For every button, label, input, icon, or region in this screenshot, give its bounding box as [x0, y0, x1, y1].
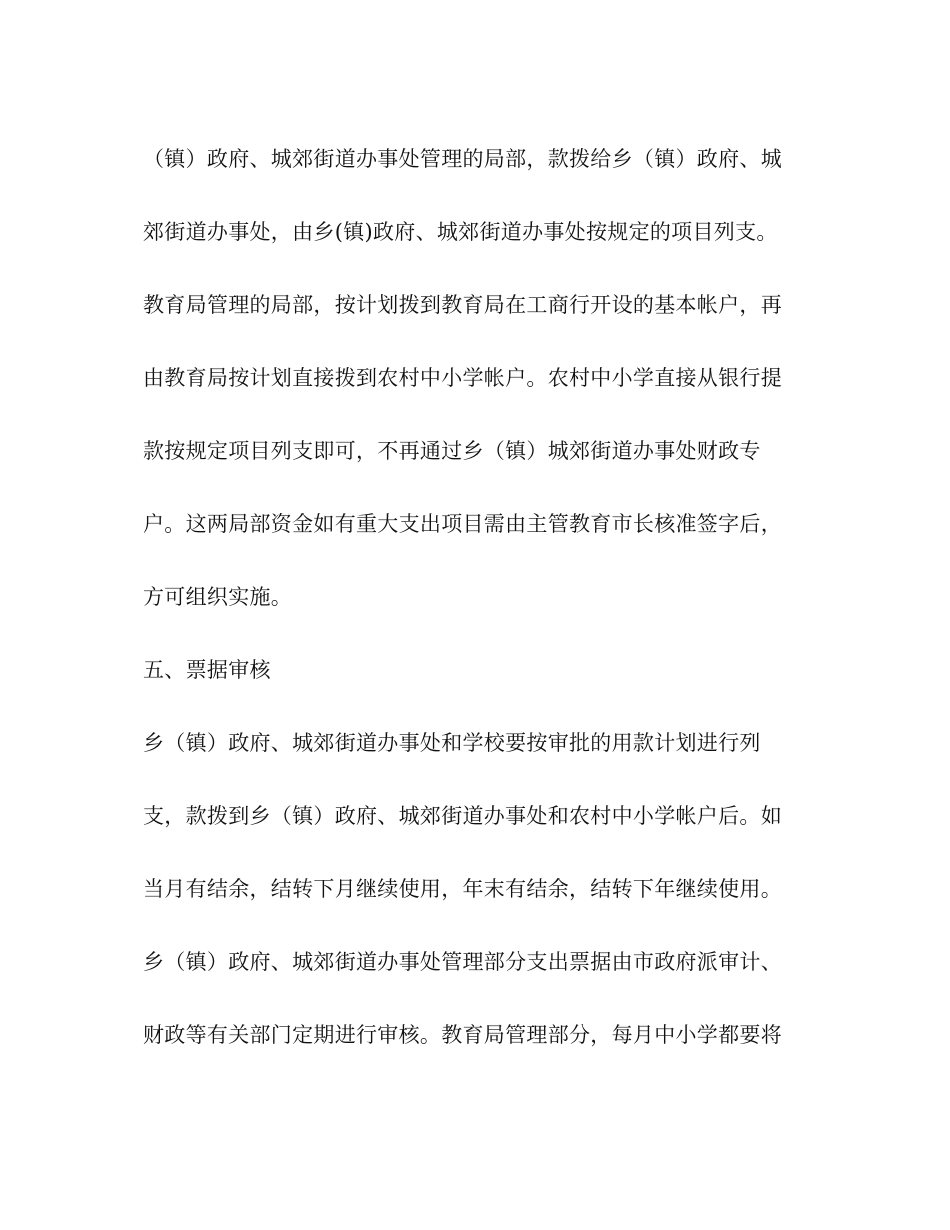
paragraph-line: 财政等有关部门定期进行审核。教育局管理部分，每月中小学都要将 [143, 1023, 782, 1047]
paragraph-line: 方可组织实施。 [143, 585, 293, 609]
section-heading: 五、票据审核 [143, 658, 271, 682]
paragraph-line: 乡（镇）政府、城郊街道办事处和学校要按审批的用款计划进行列 [143, 731, 761, 755]
document-body [143, 138, 808, 1087]
paragraph-line: 款按规定项目列支即可，不再通过乡（镇）城郊街道办事处财政专 [143, 439, 761, 463]
paragraph-line: 当月有结余，结转下月继续使用，年末有结余，结转下年继续使用。 [143, 877, 782, 901]
paragraph-line: 户。这两局部资金如有重大支出项目需由主管教育市长核准签字后， [143, 512, 782, 536]
paragraph-line: 郊街道办事处，由乡(镇)政府、城郊街道办事处按规定的项目列支。 [143, 220, 778, 244]
paragraph-line: （镇）政府、城郊街道办事处管理的局部，款拨给乡（镇）政府、城 [143, 147, 782, 171]
paragraph-line: 支，款拨到乡（镇）政府、城郊街道办事处和农村中小学帐户后。如 [143, 804, 782, 828]
paragraph-line: 由教育局按计划直接拨到农村中小学帐户。农村中小学直接从银行提 [143, 366, 782, 390]
paragraph-line: 教育局管理的局部，按计划拨到教育局在工商行开设的基本帐户，再 [143, 293, 782, 317]
paragraph-line: 乡（镇）政府、城郊街道办事处管理部分支出票据由市政府派审计、 [143, 950, 782, 974]
